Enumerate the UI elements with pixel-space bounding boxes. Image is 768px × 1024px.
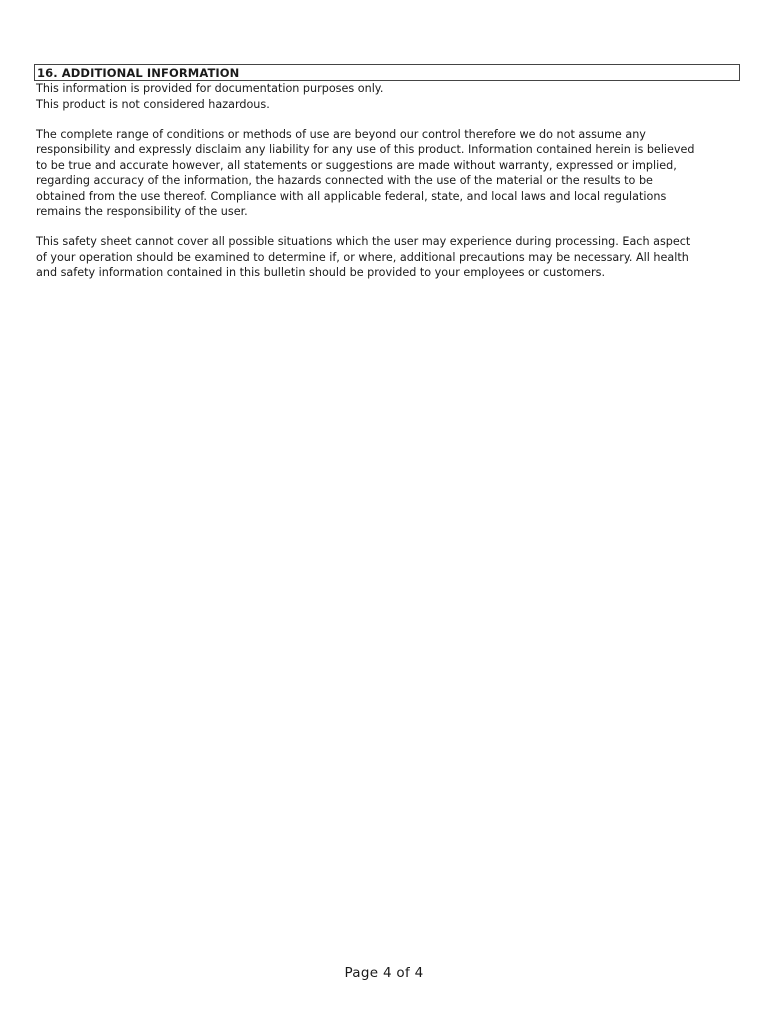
page-number: Page 4 of 4 <box>344 965 424 981</box>
intro-line: This information is provided for documentation purposes only. <box>36 82 384 95</box>
paragraph-line: This safety sheet cannot cover all possible situations which the user may experience during processing. Each aspect <box>36 235 691 249</box>
paragraph-line: of your operation should be examined to determine if, or where, additional precautions may be necessary. All health <box>36 250 689 264</box>
paragraph-line: obtained from the use thereof. Compliance with all applicable federal, state, and local laws and local regulations <box>36 189 667 203</box>
disclaimer-paragraph <box>34 127 740 219</box>
intro-block <box>34 81 740 112</box>
additional-information-section <box>34 64 740 281</box>
paragraph-line: responsibility and expressly disclaim any liability for any use of this product. Information contained herein is believed <box>36 143 695 157</box>
paragraph-line: remains the responsibility of the user. <box>36 205 248 219</box>
paragraph-line: The complete range of conditions or methods of use are beyond our control therefore we do not assume any <box>36 128 646 141</box>
paragraph-line: and safety information contained in this bulletin should be provided to your employees or customers. <box>36 266 606 280</box>
section-heading: 16. ADDITIONAL INFORMATION <box>34 64 740 81</box>
paragraph-line: to be true and accurate however, all statements or suggestions are made without warranty, expressed or implied, <box>36 158 677 172</box>
safety-sheet-paragraph <box>34 234 740 280</box>
intro-line: This product is not considered hazardous. <box>36 97 270 111</box>
paragraph-line: regarding accuracy of the information, the hazards connected with the use of the material or the results to be <box>36 174 653 188</box>
